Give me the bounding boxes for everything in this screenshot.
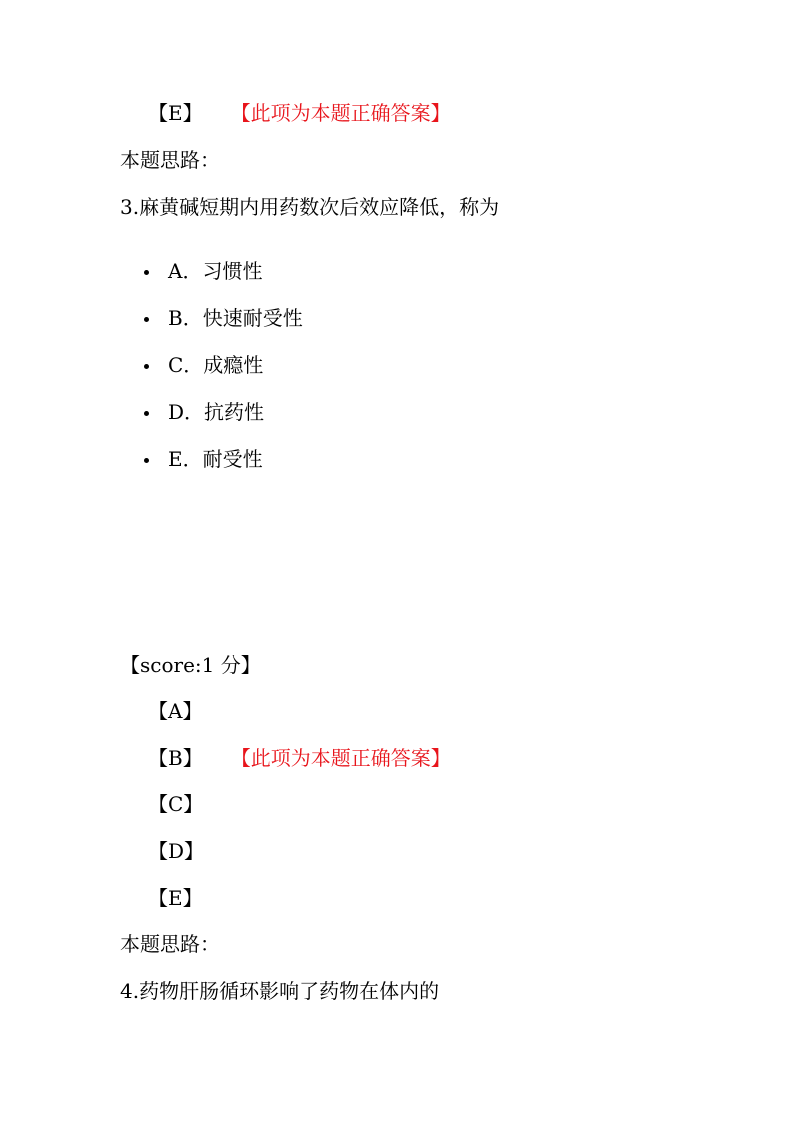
option-label: E．耐受性 [168,447,263,471]
answer-d-row [148,837,204,865]
answer-e-label: 【E】 [148,886,203,910]
bullet-icon [144,317,149,322]
question-4-text: 4.药物肝肠循环影响了药物在体内的 [120,979,440,1003]
answer-b-label: 【B】 [148,746,203,770]
answer-c-row [148,790,203,818]
bullet-icon [144,411,149,416]
correct-answer-marker: 【此项为本题正确答案】 [240,101,451,125]
option-label: A．习惯性 [168,259,263,283]
question-3-options [140,256,303,491]
bullet-icon [144,270,149,275]
answer-c-label: 【C】 [148,792,204,816]
option-item [140,303,303,350]
score-label: 【score:1 分】 [120,653,261,677]
option-item [140,444,303,491]
answer-e-label: 【E】 [148,101,203,125]
bullet-icon [144,364,149,369]
correct-answer-marker: 【此项为本题正确答案】 [240,746,451,770]
option-item [140,397,303,444]
answer-a-row [148,697,202,725]
question-3-text: 3.麻黄碱短期内用药数次后效应降低，称为 [120,195,500,219]
option-label: C．成瘾性 [168,353,264,377]
answer-e-row [148,99,451,127]
option-item [140,256,303,303]
thinking-label: 本题思路： [120,148,220,172]
option-item [140,350,303,397]
answer-e-row-2 [148,884,203,912]
answer-d-label: 【D】 [148,839,205,863]
thinking-label-2: 本题思路： [120,932,220,956]
bullet-icon [144,458,149,463]
answer-a-label: 【A】 [148,699,203,723]
answer-b-row [148,744,451,772]
option-label: B．快速耐受性 [168,306,303,330]
option-label: D．抗药性 [168,400,265,424]
